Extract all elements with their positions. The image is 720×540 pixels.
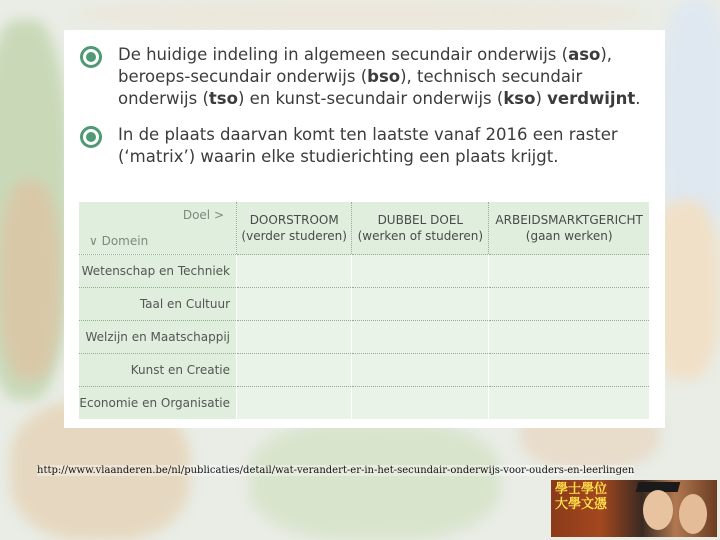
- table-cell: [489, 288, 649, 321]
- table-header-row: [79, 202, 649, 255]
- bullet-text-segment: .: [635, 89, 641, 108]
- row-label: Wetenschap en Techniek: [79, 255, 237, 288]
- table-row: [79, 387, 649, 420]
- column-header: [237, 202, 352, 255]
- table-cell: [352, 255, 489, 288]
- column-title: ARBEIDSMARKTGERICHT: [495, 213, 643, 227]
- axis-label-doel: Doel >: [182, 208, 224, 222]
- bold-term: verdwijnt: [547, 89, 636, 108]
- infographic-panel: [64, 30, 665, 428]
- photo-chinese-text: 學士學位 大學文憑: [555, 482, 608, 512]
- bullet-circle-icon: [80, 46, 102, 68]
- study-matrix-table: [79, 202, 649, 419]
- table-cell: [489, 354, 649, 387]
- graduation-photo: [551, 480, 717, 537]
- row-label: Taal en Cultuur: [79, 288, 237, 321]
- table-cell: [489, 321, 649, 354]
- bold-term: tso: [208, 89, 238, 108]
- row-label: Welzijn en Maatschappij: [79, 321, 237, 354]
- bullet-item-1: [80, 44, 650, 110]
- table-cell: [489, 255, 649, 288]
- table-cell: [237, 288, 352, 321]
- bullet-circle-icon: [80, 126, 102, 148]
- bullet-text-segment: In de plaats daarvan komt ten laatste vanaf 2016 een raster (‘matrix’) waarin elke studierichting een plaats krijgt.: [118, 125, 618, 166]
- bullet-text-segment: De huidige indeling in algemeen secundair onderwijs (: [118, 45, 569, 64]
- bullet-text: [118, 44, 650, 110]
- bullet-text-segment: ), technisch secundair onderwijs (: [118, 67, 583, 108]
- bullet-text-segment: ) en kunst-secundair onderwijs (: [237, 89, 504, 108]
- bold-term: aso: [568, 45, 601, 64]
- table-cell: [237, 354, 352, 387]
- row-label: Economie en Organisatie: [79, 387, 237, 420]
- table-cell: [352, 387, 489, 420]
- person-face: [643, 490, 673, 530]
- bullet-text-segment: ): [535, 89, 548, 108]
- table-cell: [352, 321, 489, 354]
- column-title: DUBBEL DOEL: [377, 213, 464, 227]
- table-row: [79, 354, 649, 387]
- column-header: [352, 202, 489, 255]
- table-cell: [237, 321, 352, 354]
- table-cell: [237, 255, 352, 288]
- person-face: [679, 494, 707, 534]
- bold-term: bso: [367, 67, 401, 86]
- bullet-item-2: [80, 124, 650, 168]
- table-cell: [237, 387, 352, 420]
- column-subtitle: (werken of studeren): [357, 229, 484, 243]
- column-title: DOORSTROOM: [249, 213, 339, 227]
- column-subtitle: (verder studeren): [241, 229, 347, 243]
- table-row: [79, 255, 649, 288]
- table-cell: [352, 288, 489, 321]
- bullet-text-segment: ), beroeps-secundair onderwijs (: [118, 45, 613, 86]
- table-cell: [352, 354, 489, 387]
- axis-label-domein: ∨ Domein: [89, 234, 149, 248]
- row-label: Kunst en Creatie: [79, 354, 237, 387]
- source-url: http://www.vlaanderen.be/nl/publicaties/detail/wat-verandert-er-in-het-secundair-onderwijs-voor-ouders-en-leerlingen: [37, 465, 635, 476]
- table-cell: [489, 387, 649, 420]
- column-header: [489, 202, 649, 255]
- bold-term: kso: [503, 89, 536, 108]
- table-row: [79, 288, 649, 321]
- column-subtitle: (gaan werken): [525, 229, 613, 243]
- table-corner: [79, 202, 237, 255]
- bullet-text: [118, 124, 650, 168]
- table-row: [79, 321, 649, 354]
